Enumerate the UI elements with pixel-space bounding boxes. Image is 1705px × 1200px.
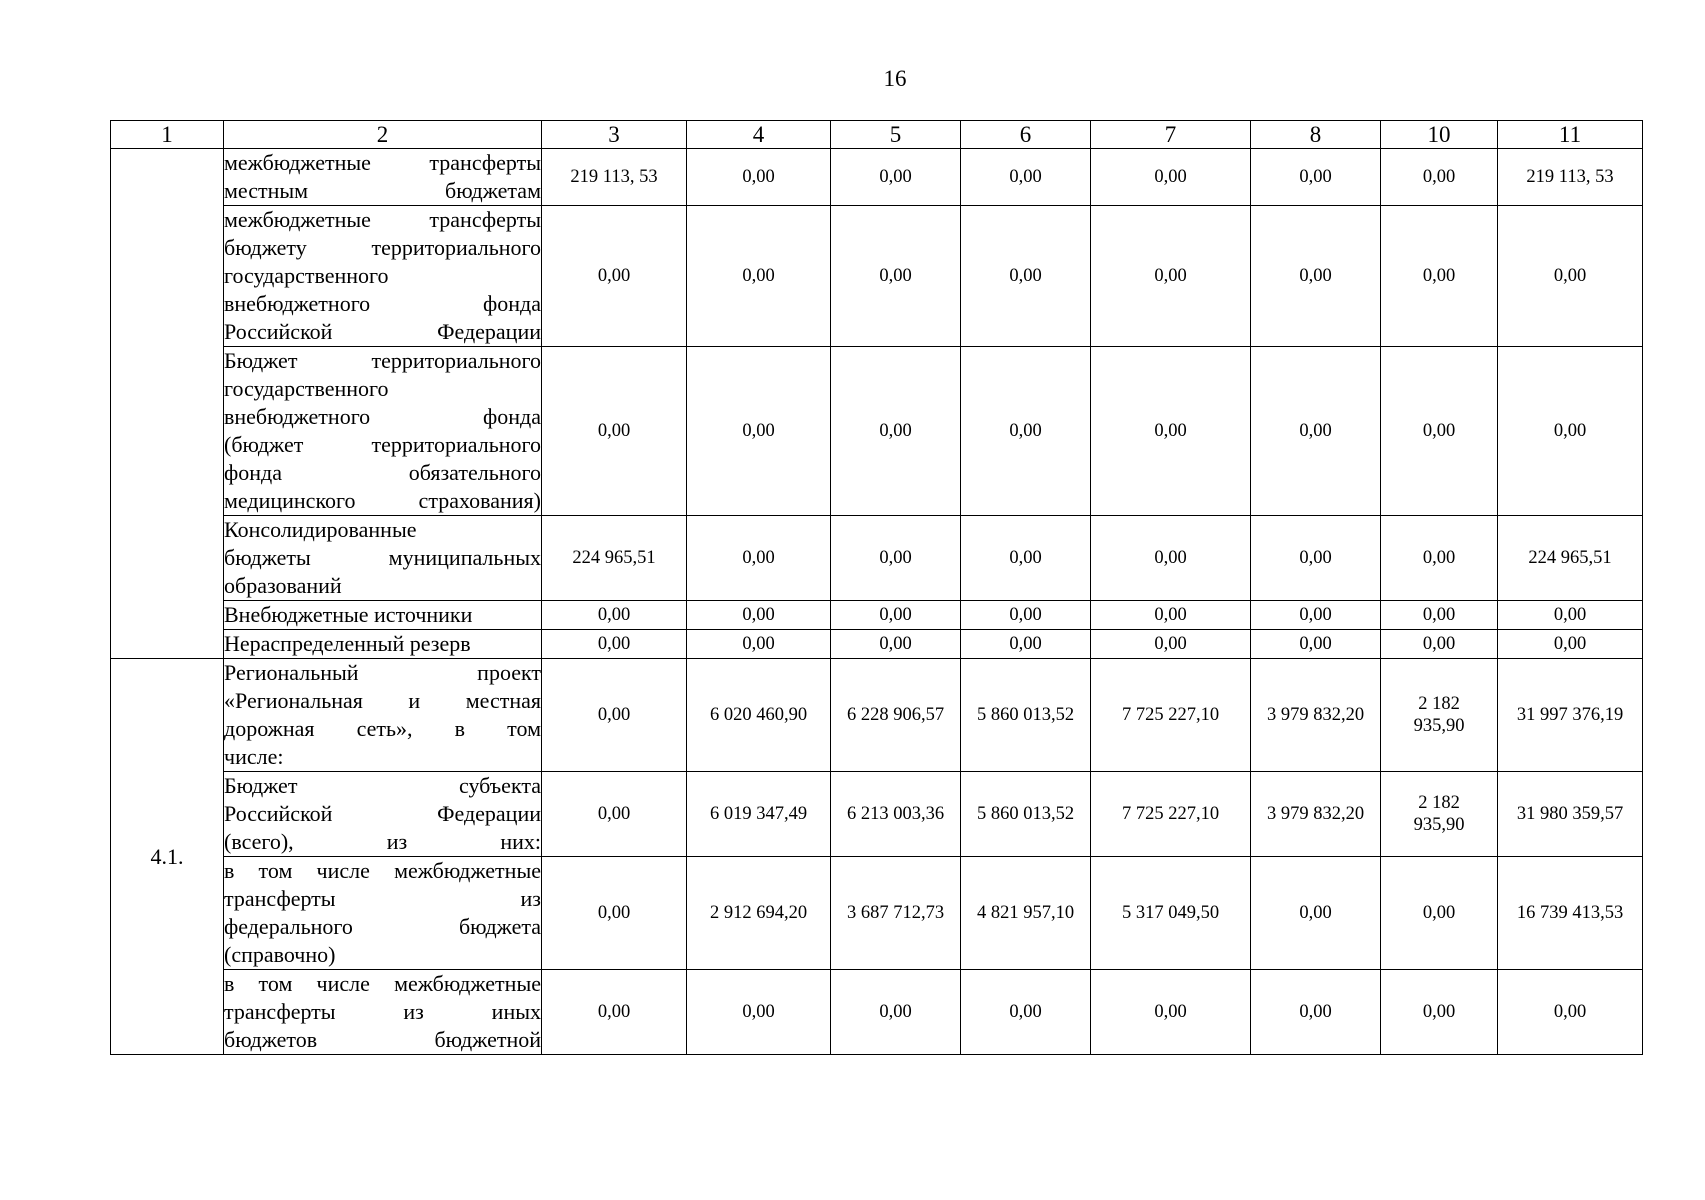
column-header: 10 [1381, 121, 1498, 149]
value-cell: 0,00 [1251, 857, 1381, 970]
table-row [111, 149, 1643, 206]
row-description-cell [224, 630, 542, 659]
table-row [111, 772, 1643, 857]
value-cell: 0,00 [1091, 206, 1251, 347]
value-cell: 0,00 [687, 516, 831, 601]
description-line: Консолидированные [224, 517, 417, 542]
value-cell: 0,00 [542, 206, 687, 347]
value-cell: 0,00 [1381, 347, 1498, 516]
value-cell: 224 965,51 [542, 516, 687, 601]
value-cell: 0,00 [1498, 347, 1643, 516]
value-cell: 0,00 [831, 347, 961, 516]
value-cell: 0,00 [831, 149, 961, 206]
row-description-cell [224, 347, 542, 516]
value-cell: 0,00 [1498, 970, 1643, 1055]
value-cell: 0,00 [1381, 516, 1498, 601]
description-line: дорожная сеть», в том [224, 716, 541, 741]
row-description-cell [224, 970, 542, 1055]
description-line: межбюджетные трансферты [224, 207, 541, 232]
value-cell: 0,00 [542, 970, 687, 1055]
column-header: 8 [1251, 121, 1381, 149]
value-cell: 0,00 [1498, 206, 1643, 347]
description-line: межбюджетные трансферты [224, 150, 541, 175]
value-cell: 3 687 712,73 [831, 857, 961, 970]
table-row [111, 516, 1643, 601]
value-cell: 219 113, 53 [1498, 149, 1643, 206]
description-line: местным бюджетам [224, 178, 541, 203]
header-row [111, 121, 1643, 149]
value-cell: 16 739 413,53 [1498, 857, 1643, 970]
value-cell: 224 965,51 [1498, 516, 1643, 601]
description-line: бюджеты муниципальных [224, 545, 541, 570]
table-row [111, 347, 1643, 516]
value-cell: 0,00 [542, 347, 687, 516]
value-cell: 0,00 [961, 970, 1091, 1055]
row-description-cell [224, 206, 542, 347]
description-line: «Региональная и местная [224, 688, 541, 713]
description-line: фонда обязательного [224, 460, 541, 485]
description-line: медицинского страхования) [224, 488, 541, 513]
description-line: в том числе межбюджетные [224, 971, 541, 996]
value-cell: 3 979 832,20 [1251, 772, 1381, 857]
column-header: 11 [1498, 121, 1643, 149]
value-cell: 0,00 [961, 516, 1091, 601]
value-cell: 0,00 [1381, 970, 1498, 1055]
table-row [111, 601, 1643, 630]
value-cell: 0,00 [1091, 149, 1251, 206]
column-header: 3 [542, 121, 687, 149]
value-cell: 0,00 [687, 347, 831, 516]
value-line: 2 182 [1418, 793, 1460, 813]
value-cell: 0,00 [1381, 601, 1498, 630]
value-cell: 7 725 227,10 [1091, 772, 1251, 857]
column-header: 4 [687, 121, 831, 149]
description-line: Региональный проект [224, 660, 541, 685]
row-description-cell [224, 772, 542, 857]
value-cell: 0,00 [1251, 516, 1381, 601]
value-cell: 0,00 [687, 630, 831, 659]
value-cell [1381, 659, 1498, 772]
value-cell: 0,00 [542, 772, 687, 857]
column-header: 7 [1091, 121, 1251, 149]
value-cell: 0,00 [687, 206, 831, 347]
value-cell: 0,00 [1498, 601, 1643, 630]
row-code-cell: 4.1. [111, 659, 224, 1055]
value-cell: 0,00 [687, 970, 831, 1055]
description-line: (всего), из них: [224, 829, 541, 854]
value-cell: 0,00 [961, 206, 1091, 347]
row-code-cell [111, 149, 224, 659]
value-cell: 0,00 [542, 659, 687, 772]
value-cell: 31 980 359,57 [1498, 772, 1643, 857]
value-cell: 0,00 [1251, 347, 1381, 516]
description-line: (справочно) [224, 942, 336, 967]
description-line: трансферты из иных [224, 999, 541, 1024]
description-line: (бюджет территориального [224, 432, 541, 457]
value-cell: 6 213 003,36 [831, 772, 961, 857]
value-cell: 4 821 957,10 [961, 857, 1091, 970]
description-line: Внебюджетные источники [224, 602, 473, 627]
row-description-cell [224, 659, 542, 772]
row-description-cell [224, 857, 542, 970]
description-line: Нераспределенный резерв [224, 631, 471, 656]
description-line: Российской Федерации [224, 319, 541, 344]
value-cell: 3 979 832,20 [1251, 659, 1381, 772]
value-cell: 0,00 [831, 630, 961, 659]
page-number: 16 [883, 66, 907, 91]
value-cell: 0,00 [1251, 149, 1381, 206]
column-header: 2 [224, 121, 542, 149]
value-cell: 0,00 [831, 516, 961, 601]
description-line: бюджетов бюджетной [224, 1027, 541, 1052]
row-description-cell [224, 149, 542, 206]
value-cell: 6 020 460,90 [687, 659, 831, 772]
value-cell: 0,00 [961, 630, 1091, 659]
description-line: образований [224, 573, 342, 598]
value-cell: 0,00 [1498, 630, 1643, 659]
description-line: внебюджетного фонда [224, 404, 541, 429]
value-cell: 0,00 [961, 347, 1091, 516]
value-cell: 0,00 [1091, 630, 1251, 659]
value-cell: 7 725 227,10 [1091, 659, 1251, 772]
value-cell: 0,00 [831, 601, 961, 630]
table-row [111, 659, 1643, 772]
value-cell: 5 860 013,52 [961, 772, 1091, 857]
table-row [111, 857, 1643, 970]
table-row [111, 630, 1643, 659]
value-cell: 0,00 [1381, 149, 1498, 206]
budget-table [110, 120, 1643, 1055]
value-cell: 31 997 376,19 [1498, 659, 1643, 772]
value-line: 2 182 [1418, 694, 1460, 714]
value-cell: 0,00 [542, 601, 687, 630]
column-header: 1 [111, 121, 224, 149]
description-line: Бюджет территориального [224, 348, 541, 373]
description-line: Российской Федерации [224, 801, 541, 826]
value-cell: 0,00 [542, 630, 687, 659]
description-line: бюджету территориального [224, 235, 541, 260]
value-cell: 0,00 [831, 970, 961, 1055]
value-cell [1381, 772, 1498, 857]
description-line: государственного [224, 263, 389, 288]
value-cell: 0,00 [1251, 206, 1381, 347]
value-cell: 0,00 [1091, 970, 1251, 1055]
value-cell: 0,00 [831, 206, 961, 347]
value-cell: 0,00 [1381, 630, 1498, 659]
value-line: 935,90 [1413, 815, 1465, 835]
value-cell: 0,00 [1091, 516, 1251, 601]
value-cell: 0,00 [1251, 630, 1381, 659]
value-cell: 0,00 [961, 601, 1091, 630]
column-header: 6 [961, 121, 1091, 149]
value-cell: 0,00 [1091, 601, 1251, 630]
value-cell: 219 113, 53 [542, 149, 687, 206]
value-cell: 6 228 906,57 [831, 659, 961, 772]
value-cell: 0,00 [542, 857, 687, 970]
value-cell: 6 019 347,49 [687, 772, 831, 857]
description-line: внебюджетного фонда [224, 291, 541, 316]
value-cell: 0,00 [1381, 857, 1498, 970]
row-description-cell [224, 516, 542, 601]
value-cell: 0,00 [687, 601, 831, 630]
description-line: Бюджет субъекта [224, 773, 541, 798]
description-line: в том числе межбюджетные [224, 858, 541, 883]
table-row [111, 206, 1643, 347]
value-cell: 0,00 [1091, 347, 1251, 516]
value-cell: 0,00 [1381, 206, 1498, 347]
column-header: 5 [831, 121, 961, 149]
description-line: государственного [224, 376, 389, 401]
table-row [111, 970, 1643, 1055]
description-line: федерального бюджета [224, 914, 541, 939]
value-cell: 0,00 [961, 149, 1091, 206]
row-description-cell [224, 601, 542, 630]
value-cell: 5 317 049,50 [1091, 857, 1251, 970]
description-line: трансферты из [224, 886, 541, 911]
value-cell: 2 912 694,20 [687, 857, 831, 970]
value-cell: 0,00 [1251, 601, 1381, 630]
value-cell: 5 860 013,52 [961, 659, 1091, 772]
value-cell: 0,00 [687, 149, 831, 206]
description-line: числе: [224, 744, 284, 769]
value-line: 935,90 [1413, 716, 1465, 736]
value-cell: 0,00 [1251, 970, 1381, 1055]
